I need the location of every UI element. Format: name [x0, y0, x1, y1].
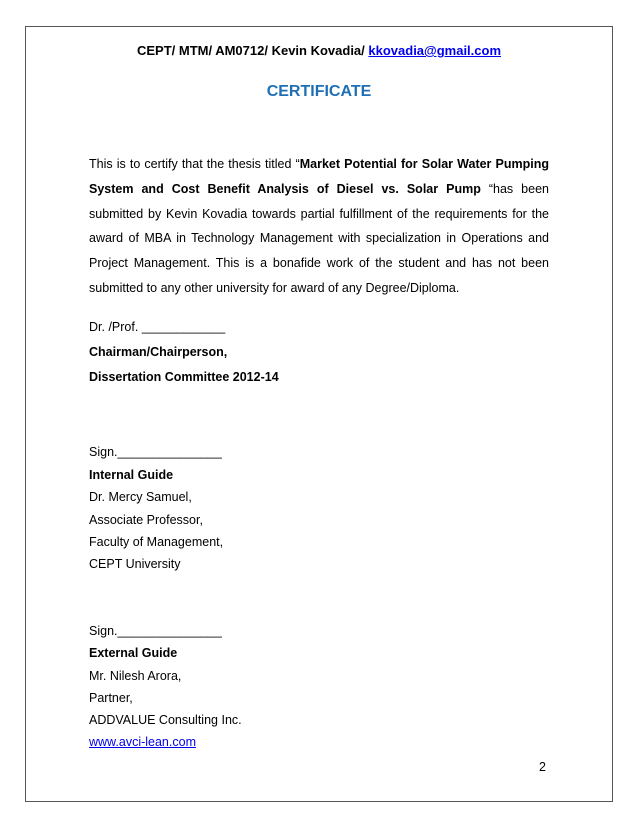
internal-guide-designation: Associate Professor,: [89, 513, 203, 527]
chairman-signature-line: Dr. /Prof. ____________: [89, 320, 226, 334]
external-guide-sign: Sign._______________: [89, 624, 222, 638]
thesis-title: Market Potential for Solar Water Pumping System and Cost Benefit Analysis of Diesel vs. Solar Pump: [89, 157, 549, 196]
internal-guide-institution: CEPT University: [89, 557, 181, 571]
external-guide-website-link[interactable]: www.avci-lean.com: [89, 735, 196, 749]
page-header: [0, 43, 638, 59]
internal-guide-name: Dr. Mercy Samuel,: [89, 490, 192, 504]
body-intro: This is to certify that the thesis titled “: [89, 157, 300, 171]
internal-guide-faculty: Faculty of Management,: [89, 535, 224, 549]
external-guide-company: ADDVALUE Consulting Inc.: [89, 713, 242, 727]
internal-guide-sign: Sign._______________: [89, 445, 222, 459]
external-guide-designation: Partner,: [89, 691, 133, 705]
header-text: CEPT/ MTM/ AM0712/ Kevin Kovadia/: [136, 43, 369, 58]
external-guide-name: Mr. Nilesh Arora,: [89, 669, 182, 683]
dissertation-committee: Dissertation Committee 2012-14: [89, 370, 279, 384]
chairman-role: Chairman/Chairperson,: [89, 345, 228, 359]
page-number: 2: [539, 760, 546, 774]
page-border: [25, 26, 613, 802]
certificate-body: [89, 152, 549, 301]
internal-guide-heading: Internal Guide: [89, 468, 174, 482]
certificate-title: CERTIFICATE: [266, 83, 372, 100]
header-email-link[interactable]: kkovadia@gmail.com: [368, 43, 502, 58]
external-guide-heading: External Guide: [89, 646, 178, 660]
body-rest: “has been submitted by Kevin Kovadia towards partial fulfillment of the requirements for the award of MBA in Technology Management with specialization in Operations and Project Management. This is a bonafide work of the student and has not been submitted to any other university for award of any Degree/Diploma.: [89, 181, 549, 295]
